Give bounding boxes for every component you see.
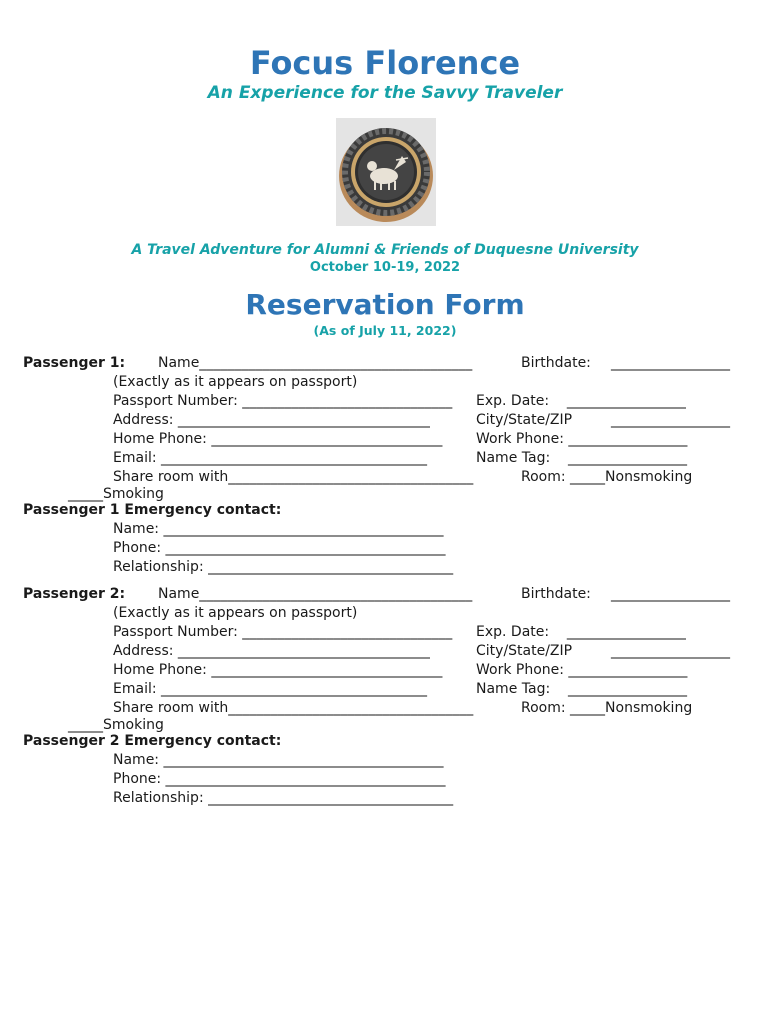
city-state-zip-label: City/State/ZIP	[476, 412, 573, 428]
email-field[interactable]: Email: ______________________________________	[113, 681, 428, 697]
birthdate-field[interactable]: _________________	[611, 355, 730, 371]
page-title: Focus Florence	[249, 44, 521, 82]
exp-date-field[interactable]: Exp. Date: _________________	[476, 393, 686, 409]
name-tag-field[interactable]: Name Tag: _________________	[476, 450, 687, 466]
tagline: An Experience for the Savvy Traveler	[207, 83, 563, 103]
name-field[interactable]: Name_______________________________________	[158, 586, 473, 602]
address-field[interactable]: Address: ____________________________________	[113, 412, 430, 428]
address-field[interactable]: Address: ____________________________________	[113, 643, 430, 659]
seal-image	[336, 118, 436, 226]
smoking-field[interactable]: _____Smoking	[68, 486, 164, 502]
city-state-zip-label: City/State/ZIP	[476, 643, 573, 659]
form-title: Reservation Form	[245, 288, 525, 321]
room-nonsmoking-field[interactable]: Room: _____Nonsmoking	[521, 469, 693, 485]
emergency-relationship-field[interactable]: Relationship: ___________________________________	[113, 559, 454, 575]
emergency-name-field[interactable]: Name: ________________________________________	[113, 752, 444, 768]
trip-description: A Travel Adventure for Alumni & Friends of Duquesne University	[131, 242, 639, 258]
as-of-date: (As of July 11, 2022)	[313, 323, 457, 338]
city-state-zip-field[interactable]: _________________	[611, 643, 730, 659]
home-phone-field[interactable]: Home Phone: _________________________________	[113, 662, 443, 678]
work-phone-field[interactable]: Work Phone: _________________	[476, 431, 688, 447]
passport-number-field[interactable]: Passport Number: ______________________________	[113, 624, 453, 640]
trip-dates: October 10-19, 2022	[309, 260, 461, 275]
exp-date-field[interactable]: Exp. Date: _________________	[476, 624, 686, 640]
share-room-field[interactable]: Share room with___________________________________	[113, 469, 474, 485]
passport-note: (Exactly as it appears on passport)	[113, 605, 358, 621]
emergency-name-field[interactable]: Name: ________________________________________	[113, 521, 444, 537]
emergency-phone-field[interactable]: Phone: ________________________________________	[113, 771, 446, 787]
share-room-field[interactable]: Share room with___________________________________	[113, 700, 474, 716]
passport-note: (Exactly as it appears on passport)	[113, 374, 358, 390]
birthdate-label: Birthdate:	[521, 586, 591, 602]
room-nonsmoking-field[interactable]: Room: _____Nonsmoking	[521, 700, 693, 716]
home-phone-field[interactable]: Home Phone: _________________________________	[113, 431, 443, 447]
work-phone-field[interactable]: Work Phone: _________________	[476, 662, 688, 678]
emergency-contact-label: Passenger 1 Emergency contact:	[23, 502, 282, 518]
birthdate-label: Birthdate:	[521, 355, 591, 371]
emergency-phone-field[interactable]: Phone: ________________________________________	[113, 540, 446, 556]
name-field[interactable]: Name_______________________________________	[158, 355, 473, 371]
birthdate-field[interactable]: _________________	[611, 586, 730, 602]
email-field[interactable]: Email: ______________________________________	[113, 450, 428, 466]
passenger-label: Passenger 2:	[23, 586, 126, 602]
emergency-contact-label: Passenger 2 Emergency contact:	[23, 733, 282, 749]
smoking-field[interactable]: _____Smoking	[68, 717, 164, 733]
passenger-label: Passenger 1:	[23, 355, 126, 371]
emergency-relationship-field[interactable]: Relationship: ___________________________________	[113, 790, 454, 806]
passport-number-field[interactable]: Passport Number: ______________________________	[113, 393, 453, 409]
city-state-zip-field[interactable]: _________________	[611, 412, 730, 428]
name-tag-field[interactable]: Name Tag: _________________	[476, 681, 687, 697]
